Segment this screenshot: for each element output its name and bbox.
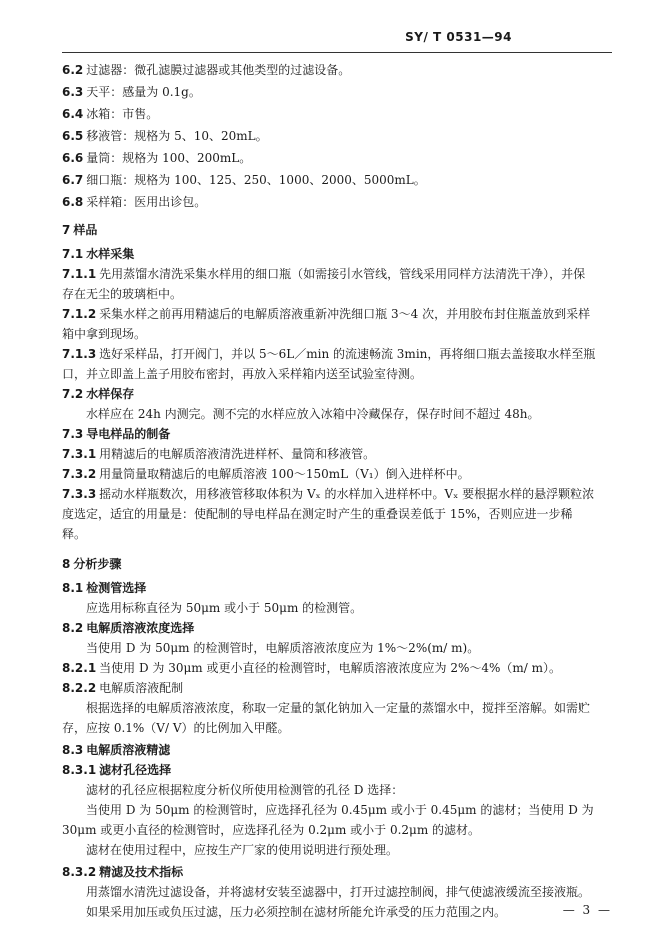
clause-number: 8.2.1 [62,661,97,675]
header-rule [62,52,612,53]
clause-text: 用精滤后的电解质溶液清洗进样杯、量筒和移液管。 [99,447,376,461]
clause-text: 滤材在使用过程中，应按生产厂家的使用说明进行预处理。 [86,843,399,857]
text-line [62,128,612,144]
text-line [62,680,612,696]
text-line [62,864,612,880]
clause-text: 移液管：规格为 5、10、20mL。 [86,129,268,143]
clause-text: 水样应在 24h 内测完。测不完的水样应放入冰箱中冷藏保存，保存时间不超过 48h。 [86,407,540,421]
clause-text: 精滤及技术指标 [99,865,184,879]
text-line [62,222,612,238]
text-line [62,426,612,442]
text-line [62,286,612,302]
text-line [62,506,612,522]
clause-text: 导电样品的制备 [86,427,171,441]
clause-text: 检测管选择 [86,581,147,595]
clause-text: 天平：感量为 0.1g。 [86,85,201,99]
clause-text: 采集水样之前再用精滤后的电解质溶液重新冲洗细口瓶 3～4 次，并用胶布封住瓶盖放到采样 [99,307,591,321]
clause-number: 8.2.2 [62,681,97,695]
clause-number: 7.1.2 [62,307,97,321]
text-line [62,782,612,798]
clause-text: 应选用标称直径为 50μm 或小于 50μm 的检测管。 [86,601,363,615]
clause-number: 7.1.3 [62,347,97,361]
text-line [62,660,612,676]
clause-text: 分析步骤 [73,557,122,571]
clause-text: 当使用 D 为 50μm 的检测管时，电解质溶液浓度应为 1%～2%(m/ m)。 [86,641,480,655]
clause-text: 过滤器：微孔滤膜过滤器或其他类型的过滤设备。 [86,63,351,77]
clause-number: 7 [62,223,71,237]
clause-text: 水样采集 [86,247,135,261]
clause-text: 释。 [62,527,87,541]
clause-text: 存，应按 0.1%（V/ V）的比例加入甲醛。 [62,721,290,735]
clause-number: 8.2 [62,621,84,635]
clause-text: 口，并立即盖上盖子用胶布密封，再放入采样箱内送至试验室待测。 [62,367,423,381]
text-line [62,306,612,322]
clause-text: 量筒：规格为 100、200mL。 [86,151,252,165]
clause-text: 根据选择的电解质溶液浓度，称取一定量的氯化钠加入一定量的蒸馏水中，搅拌至溶解。如需贮 [86,701,591,715]
clause-number: 8.3.1 [62,763,97,777]
text-line [62,842,612,858]
text-line [62,620,612,636]
clause-number: 8 [62,557,71,571]
text-line [62,106,612,122]
clause-number: 7.1.1 [62,267,97,281]
clause-text: 先用蒸馏水清洗采集水样用的细口瓶（如需接引水管线，管线采用同样方法清洗干净），并保 [99,267,586,281]
standard-code-header: SY/ T 0531—94 [405,30,512,44]
clause-number: 8.1 [62,581,84,595]
text-line [62,486,612,502]
clause-number: 6.3 [62,85,84,99]
clause-text: 箱中拿到现场。 [62,327,147,341]
clause-number: 7.3 [62,427,84,441]
text-line [62,84,612,100]
clause-number: 8.3.2 [62,865,97,879]
clause-text: 电解质溶液浓度选择 [86,621,195,635]
text-line [62,720,612,736]
clause-number: 6.7 [62,173,84,187]
text-line [62,526,612,542]
clause-text: 当使用 D 为 50μm 的检测管时，应选择孔径为 0.45μm 或小于 0.45μm 的滤材；当使用 D 为 [86,803,594,817]
text-line [62,446,612,462]
text-line [62,802,612,818]
text-line [62,904,612,920]
clause-text: 滤材的孔径应根据粒度分析仪所使用检测管的孔径 D 选择： [86,783,404,797]
clause-text: 电解质溶液精滤 [86,743,171,757]
clause-text: 摇动水样瓶数次，用移液管移取体积为 Vₓ 的水样加入进样杯中。Vₓ 要根据水样的悬浮颗粒浓 [99,487,595,501]
clause-text: 冰箱：市售。 [86,107,159,121]
clause-number: 8.3 [62,743,84,757]
text-line [62,742,612,758]
clause-number: 6.8 [62,195,84,209]
text-line [62,172,612,188]
clause-number: 7.3.3 [62,487,97,501]
text-line [62,194,612,210]
text-line [62,406,612,422]
clause-text: 用量筒量取精滤后的电解质溶液 100～150mL（V₁）倒入进样杯中。 [99,467,470,481]
clause-text: 采样箱：医用出诊包。 [86,195,207,209]
clause-number: 7.1 [62,247,84,261]
clause-text: 选好采样品，打开阀门，并以 5～6L／min 的流速畅流 3min，再将细口瓶去盖接取水样至瓶 [99,347,596,361]
clause-number: 7.3.1 [62,447,97,461]
text-line [62,366,612,382]
text-line [62,822,612,838]
clause-number: 7.3.2 [62,467,97,481]
clause-text: 如果采用加压或负压过滤，压力必须控制在滤材所能允许承受的压力范围之内。 [86,905,507,919]
clause-text: 存在无尘的玻璃柜中。 [62,287,183,301]
clause-text: 用蒸馏水清洗过滤设备，并将滤材安装至滤器中，打开过滤控制阀，排气使滤液缓流至接液瓶。 [86,885,591,899]
clause-text: 30μm 或更小直径的检测管时，应选择孔径为 0.2μm 或小于 0.2μm 的滤材。 [62,823,481,837]
text-line [62,62,612,78]
text-line [62,580,612,596]
text-line [62,700,612,716]
text-line [62,884,612,900]
clause-number: 6.4 [62,107,84,121]
clause-text: 水样保存 [86,387,135,401]
text-line [62,556,612,572]
text-line [62,600,612,616]
clause-text: 电解质溶液配制 [99,681,184,695]
clause-text: 滤材孔径选择 [99,763,172,777]
text-line [62,246,612,262]
clause-number: 7.2 [62,387,84,401]
text-line [62,150,612,166]
clause-number: 6.6 [62,151,84,165]
text-line [62,466,612,482]
text-line [62,386,612,402]
text-line [62,640,612,656]
clause-text: 细口瓶：规格为 100、125、250、1000、2000、5000mL。 [86,173,426,187]
clause-number: 6.5 [62,129,84,143]
clause-text: 度选定，适宜的用量是：使配制的导电样品在测定时产生的重叠误差低于 15%，否则应进一步稀 [62,507,573,521]
page-number: — 3 — [562,903,612,917]
clause-number: 6.2 [62,63,84,77]
text-line [62,326,612,342]
text-line [62,762,612,778]
text-line [62,266,612,282]
clause-text: 当使用 D 为 30μm 或更小直径的检测管时，电解质溶液浓度应为 2%～4%（m/ m）。 [99,661,562,675]
clause-text: 样品 [73,223,98,237]
text-line [62,346,612,362]
